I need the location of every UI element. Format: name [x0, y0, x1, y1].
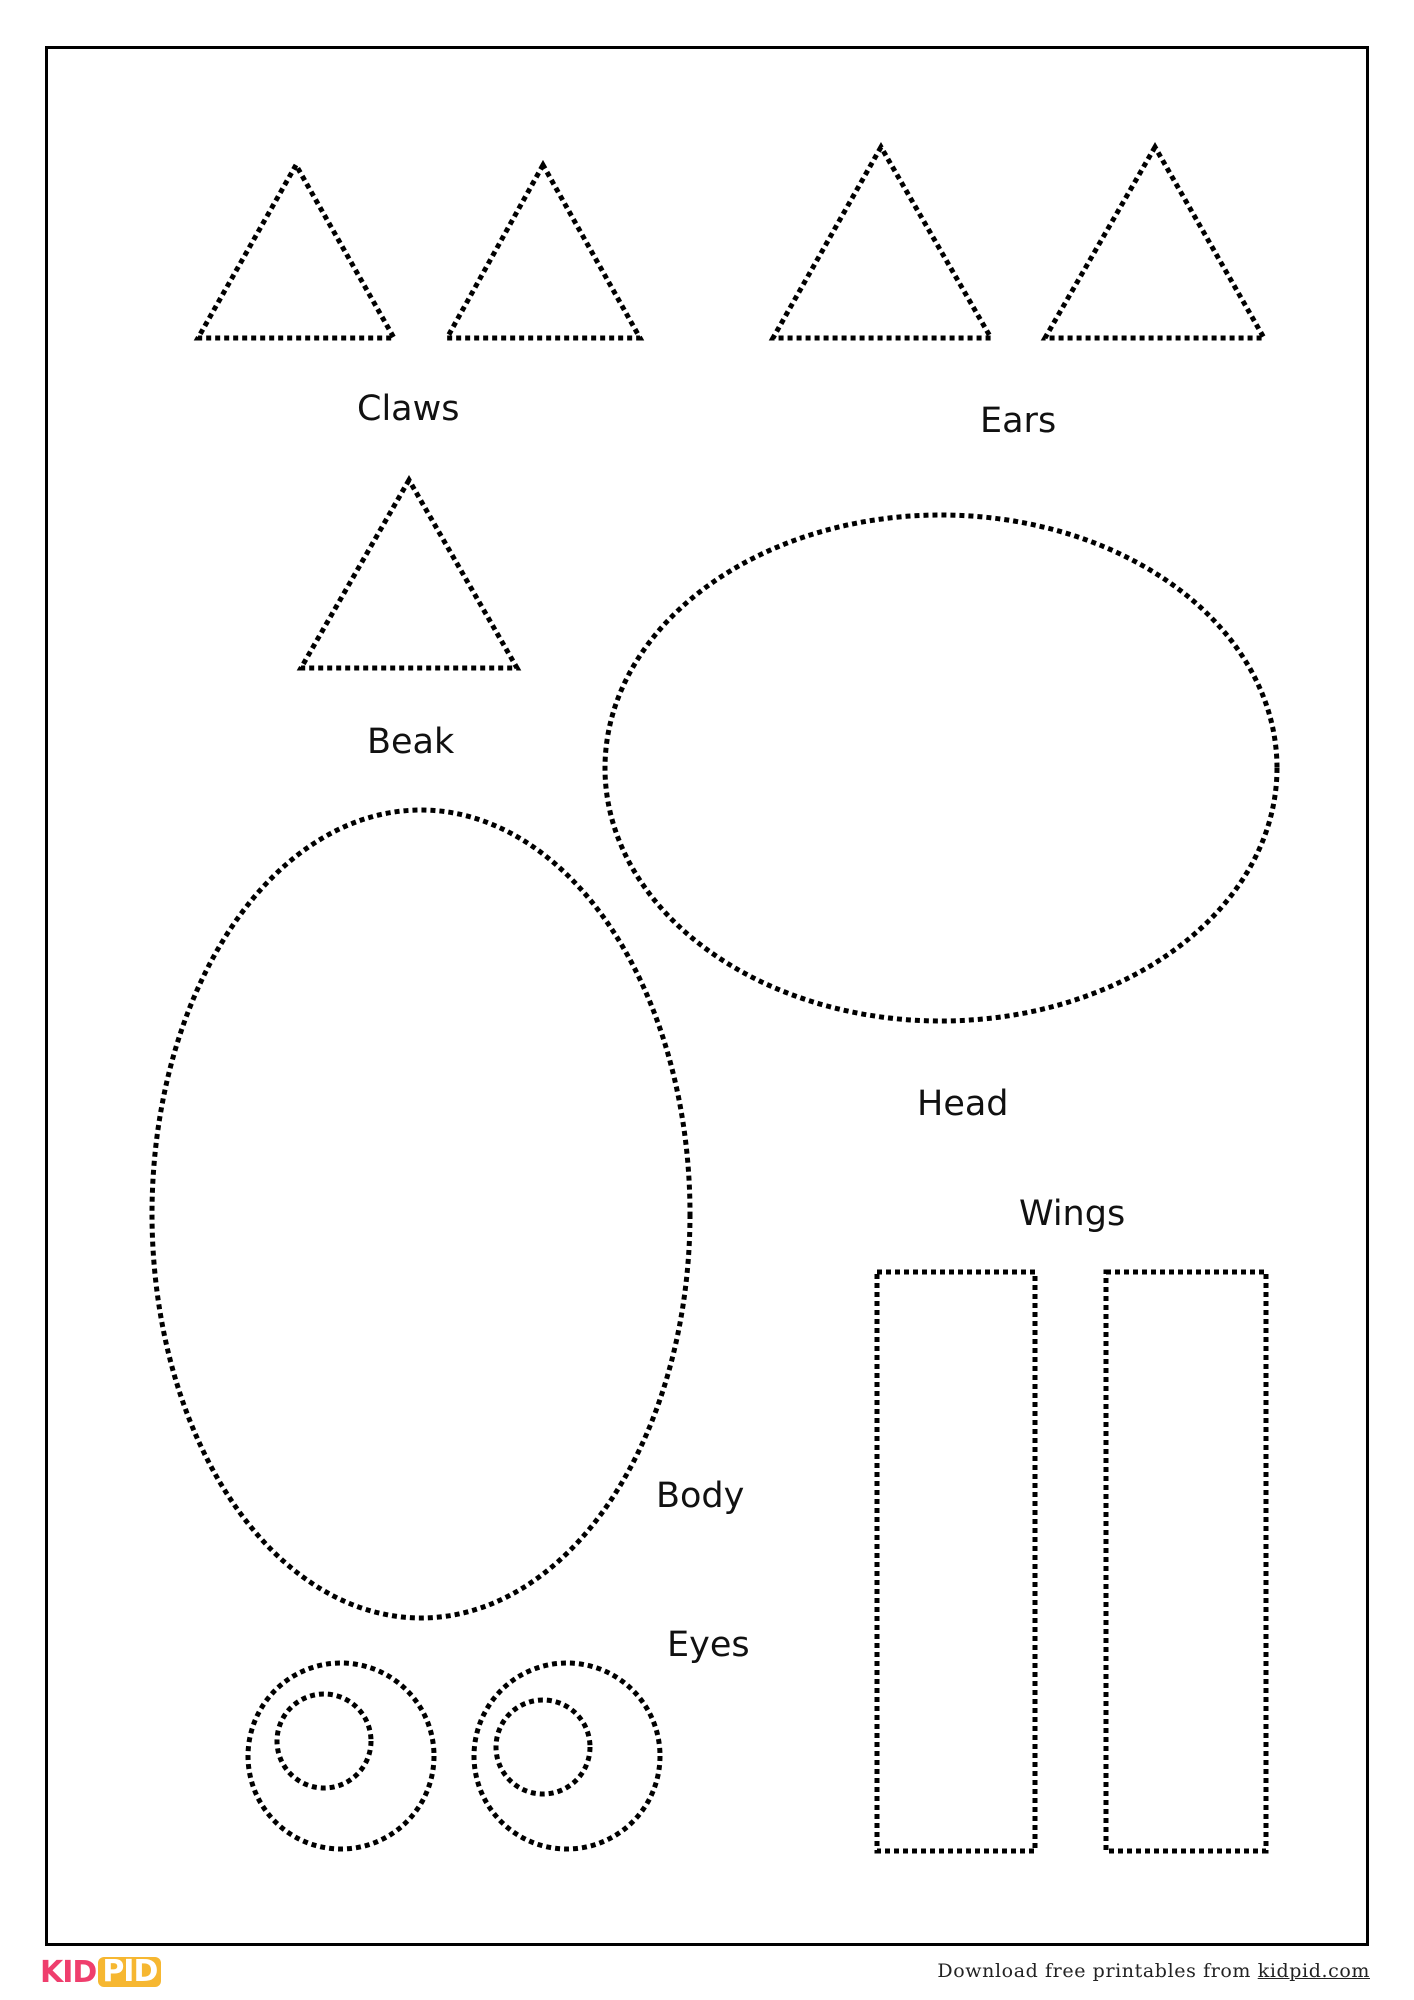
- label-head: Head: [917, 1084, 1009, 1124]
- footer-download-note: [937, 1960, 1370, 1982]
- claw-triangle-left: [198, 165, 394, 338]
- ear-triangle-left: [773, 147, 991, 338]
- footer-download-text: Download free printables from: [937, 1960, 1252, 1982]
- claw-triangle-right: [447, 165, 640, 338]
- eye-inner-circle-left: [277, 1694, 371, 1788]
- footer-link[interactable]: kidpid.com: [1257, 1960, 1370, 1982]
- beak-triangle: [301, 480, 517, 668]
- wing-rectangle-right: [1106, 1272, 1266, 1851]
- label-claws: Claws: [357, 389, 460, 429]
- label-eyes: Eyes: [667, 1625, 750, 1665]
- eye-outer-circle-right: [474, 1663, 660, 1849]
- label-ears: Ears: [980, 401, 1057, 441]
- head-oval: [605, 515, 1277, 1021]
- label-body: Body: [656, 1476, 745, 1516]
- eye-outer-circle-left: [248, 1663, 434, 1849]
- eye-inner-circle-right: [496, 1700, 590, 1794]
- wing-rectangle-left: [877, 1272, 1035, 1851]
- label-beak: Beak: [367, 722, 455, 762]
- ear-triangle-right: [1045, 147, 1264, 338]
- label-wings: Wings: [1019, 1194, 1126, 1234]
- body-oval: [152, 810, 690, 1618]
- kidpid-logo: [40, 1955, 161, 1989]
- logo-text-kid: KID: [40, 1954, 97, 1990]
- logo-text-pid: PID: [98, 1957, 161, 1987]
